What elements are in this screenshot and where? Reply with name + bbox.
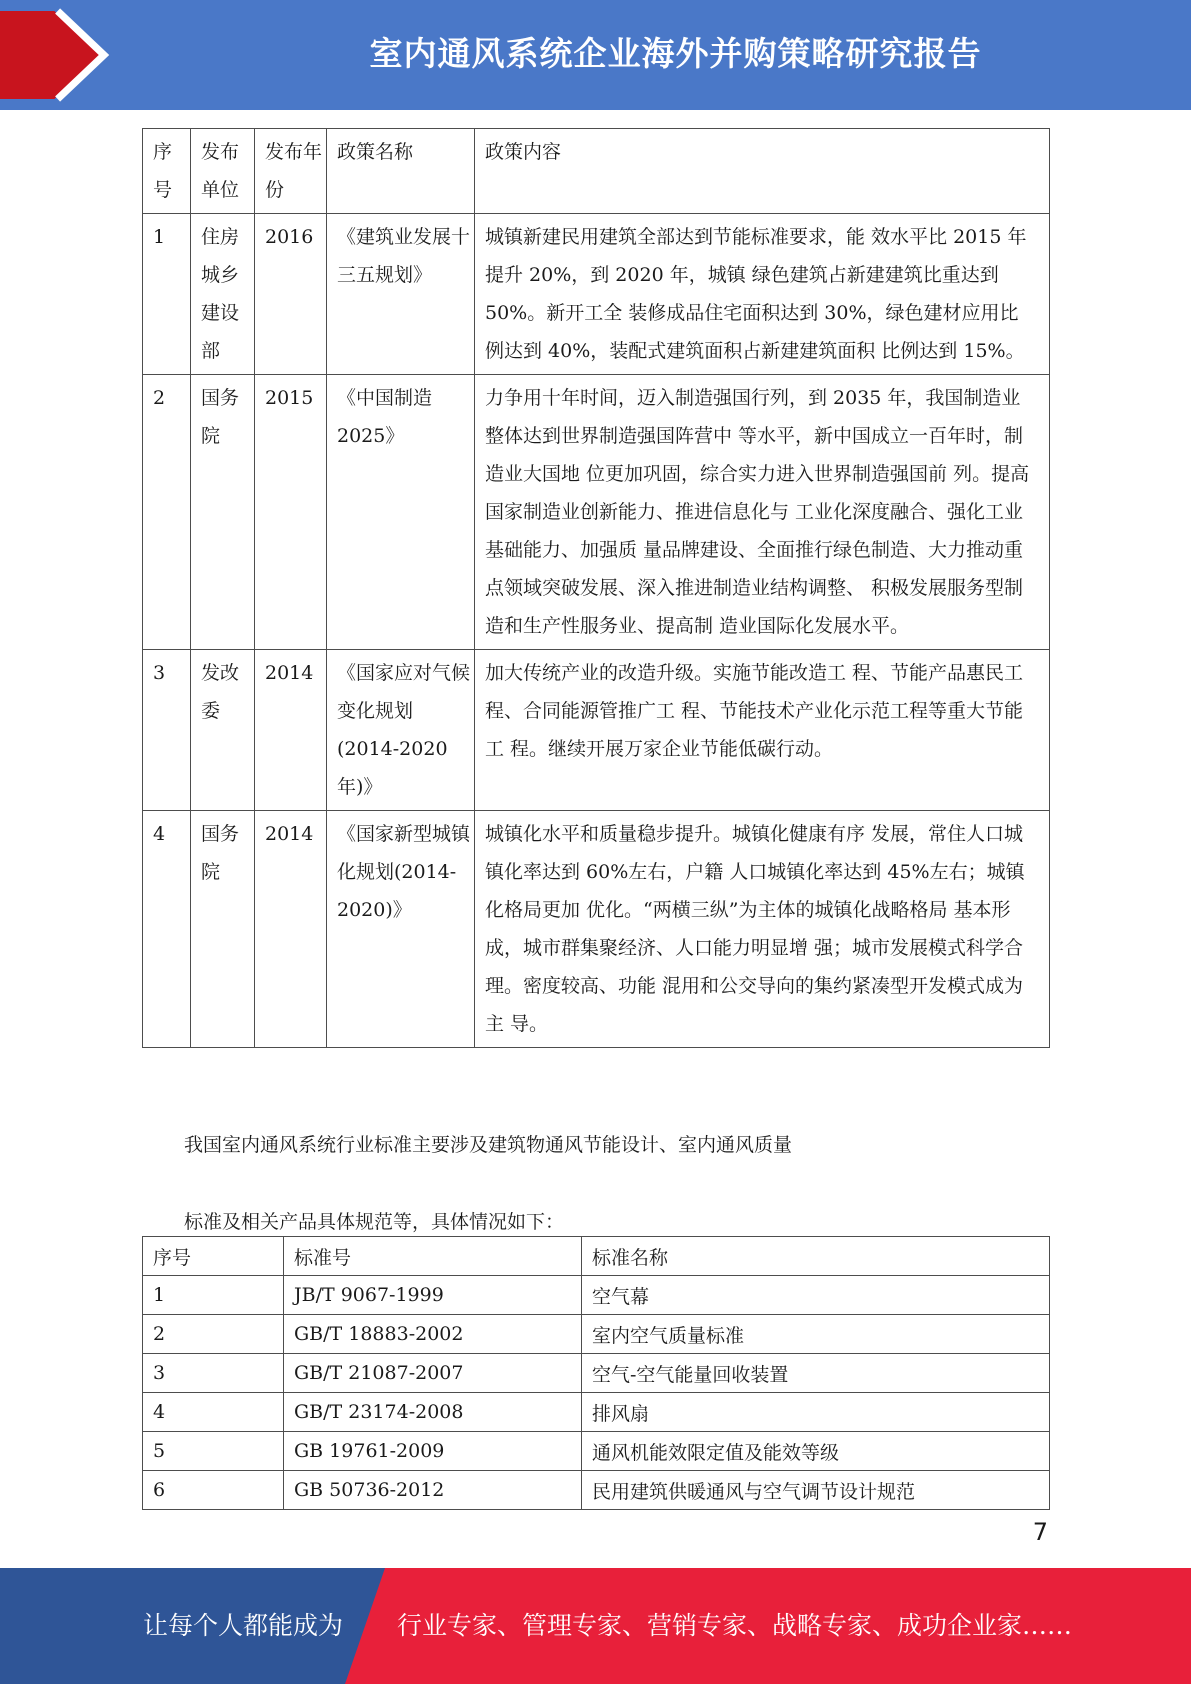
cell-policy-content: 加大传统产业的改造升级。实施节能改造工 程、节能产品惠民工程、合同能源管推广工 程、节能技术产业化示范工程等重大节能工 程。继续开展万家企业节能低碳行动。 xyxy=(475,650,1050,811)
table-row xyxy=(143,1432,1050,1471)
standards-table-header-row xyxy=(143,1237,1050,1276)
cell-standard-name: 排风扇 xyxy=(582,1393,1050,1432)
cell-year: 2014 xyxy=(255,650,327,811)
cell-index: 1 xyxy=(143,214,191,375)
cell-issuer: 发改委 xyxy=(191,650,255,811)
cell-index: 3 xyxy=(143,650,191,811)
table-row xyxy=(143,650,1050,811)
policy-table-header-row xyxy=(143,129,1050,214)
report-title: 室内通风系统企业海外并购策略研究报告 xyxy=(369,34,982,73)
cell-index: 6 xyxy=(143,1471,284,1510)
table-row xyxy=(143,1471,1050,1510)
header-cell-policy-name: 政策名称 xyxy=(327,129,475,214)
header-cell-standard-name: 标准名称 xyxy=(582,1237,1050,1276)
cell-standard-code: GB 19761-2009 xyxy=(284,1432,582,1471)
header-cell-index: 序号 xyxy=(143,129,191,214)
cell-policy-name: 《中国制造2025》 xyxy=(327,375,475,650)
table-row xyxy=(143,1354,1050,1393)
cell-standard-code: GB/T 21087-2007 xyxy=(284,1354,582,1393)
cell-policy-name: 《国家应对气候变化规划(2014-2020年)》 xyxy=(327,650,475,811)
header-cell-issuer: 发布单位 xyxy=(191,129,255,214)
header-cell-standard-code: 标准号 xyxy=(284,1237,582,1276)
table-row xyxy=(143,1276,1050,1315)
cell-issuer: 国务院 xyxy=(191,375,255,650)
footer-slogan-right: 行业专家、管理专家、营销专家、战略专家、成功企业家…… xyxy=(397,1611,1073,1640)
header-cell-index: 序号 xyxy=(143,1237,284,1276)
header-arrow-decoration xyxy=(0,0,120,110)
footer-slogan-left: 让每个人都能成为 xyxy=(143,1611,344,1640)
cell-year: 2016 xyxy=(255,214,327,375)
page-number: 7 xyxy=(1032,1518,1048,1546)
cell-index: 2 xyxy=(143,1315,284,1354)
cell-policy-content: 力争用十年时间，迈入制造强国行列，到 2035 年，我国制造业整体达到世界制造强国阵营中 等水平，新中国成立一百年时，制造业大国地 位更加巩固，综合实力进入世界制造强国前 列。提高国家制造业创新能力、推进信息化与 工业化深度融合、强化工业基础能力、加强质 量品牌建设、全面推行绿色制造、大力推动重 点领域突破发展、深入推进制造业结构调整、 积极发展服务型制造和生产性服务业、提高制 造业国际化发展水平。 xyxy=(475,375,1050,650)
cell-issuer: 国务院 xyxy=(191,811,255,1048)
header-cell-year: 发布年份 xyxy=(255,129,327,214)
standards-table xyxy=(142,1236,1050,1510)
cell-policy-name: 《国家新型城镇化规划(2014-2020)》 xyxy=(327,811,475,1048)
table-row xyxy=(143,214,1050,375)
cell-standard-name: 通风机能效限定值及能效等级 xyxy=(582,1432,1050,1471)
cell-standard-code: GB/T 18883-2002 xyxy=(284,1315,582,1354)
page-header xyxy=(0,0,1191,110)
cell-policy-content: 城镇化水平和质量稳步提升。城镇化健康有序 发展，常住人口城镇化率达到 60%左右，户籍 人口城镇化率达到 45%左右；城镇化格局更加 优化。“两横三纵”为主体的城镇化战略格局 基本形成，城市群集聚经济、人口能力明显增 强；城市发展模式科学合理。密度较高、功能 混用和公交导向的集约紧凑型开发模式成为主 导。 xyxy=(475,811,1050,1048)
paragraph-line-1: 我国室内通风系统行业标准主要涉及建筑物通风节能设计、室内通风质量 xyxy=(184,1134,793,1156)
cell-standard-name: 民用建筑供暖通风与空气调节设计规范 xyxy=(582,1471,1050,1510)
cell-standard-code: GB 50736-2012 xyxy=(284,1471,582,1510)
cell-index: 3 xyxy=(143,1354,284,1393)
cell-index: 1 xyxy=(143,1276,284,1315)
header-cell-policy-content: 政策内容 xyxy=(475,129,1050,214)
cell-index: 4 xyxy=(143,1393,284,1432)
cell-policy-content: 城镇新建民用建筑全部达到节能标准要求，能 效水平比 2015 年提升 20%，到 2020 年，城镇 绿色建筑占新建建筑比重达到 50%。新开工全 装修成品住宅面积达到 30%，绿色建材应用比 例达到 40%，装配式建筑面积占新建建筑面积 比例达到 15%。 xyxy=(475,214,1050,375)
table-row xyxy=(143,375,1050,650)
table-row xyxy=(143,811,1050,1048)
cell-index: 2 xyxy=(143,375,191,650)
cell-standard-name: 室内空气质量标准 xyxy=(582,1315,1050,1354)
cell-index: 5 xyxy=(143,1432,284,1471)
policy-table xyxy=(142,128,1050,1048)
cell-standard-code: JB/T 9067-1999 xyxy=(284,1276,582,1315)
cell-standard-name: 空气-空气能量回收装置 xyxy=(582,1354,1050,1393)
cell-policy-name: 《建筑业发展十三五规划》 xyxy=(327,214,475,375)
cell-index: 4 xyxy=(143,811,191,1048)
cell-year: 2014 xyxy=(255,811,327,1048)
cell-issuer: 住房城乡建设部 xyxy=(191,214,255,375)
table-row xyxy=(143,1393,1050,1432)
page-footer xyxy=(0,1568,1191,1684)
table-row xyxy=(143,1315,1050,1354)
cell-year: 2015 xyxy=(255,375,327,650)
paragraph-line-2: 标准及相关产品具体规范等，具体情况如下： xyxy=(184,1211,565,1233)
cell-standard-code: GB/T 23174-2008 xyxy=(284,1393,582,1432)
cell-standard-name: 空气幕 xyxy=(582,1276,1050,1315)
